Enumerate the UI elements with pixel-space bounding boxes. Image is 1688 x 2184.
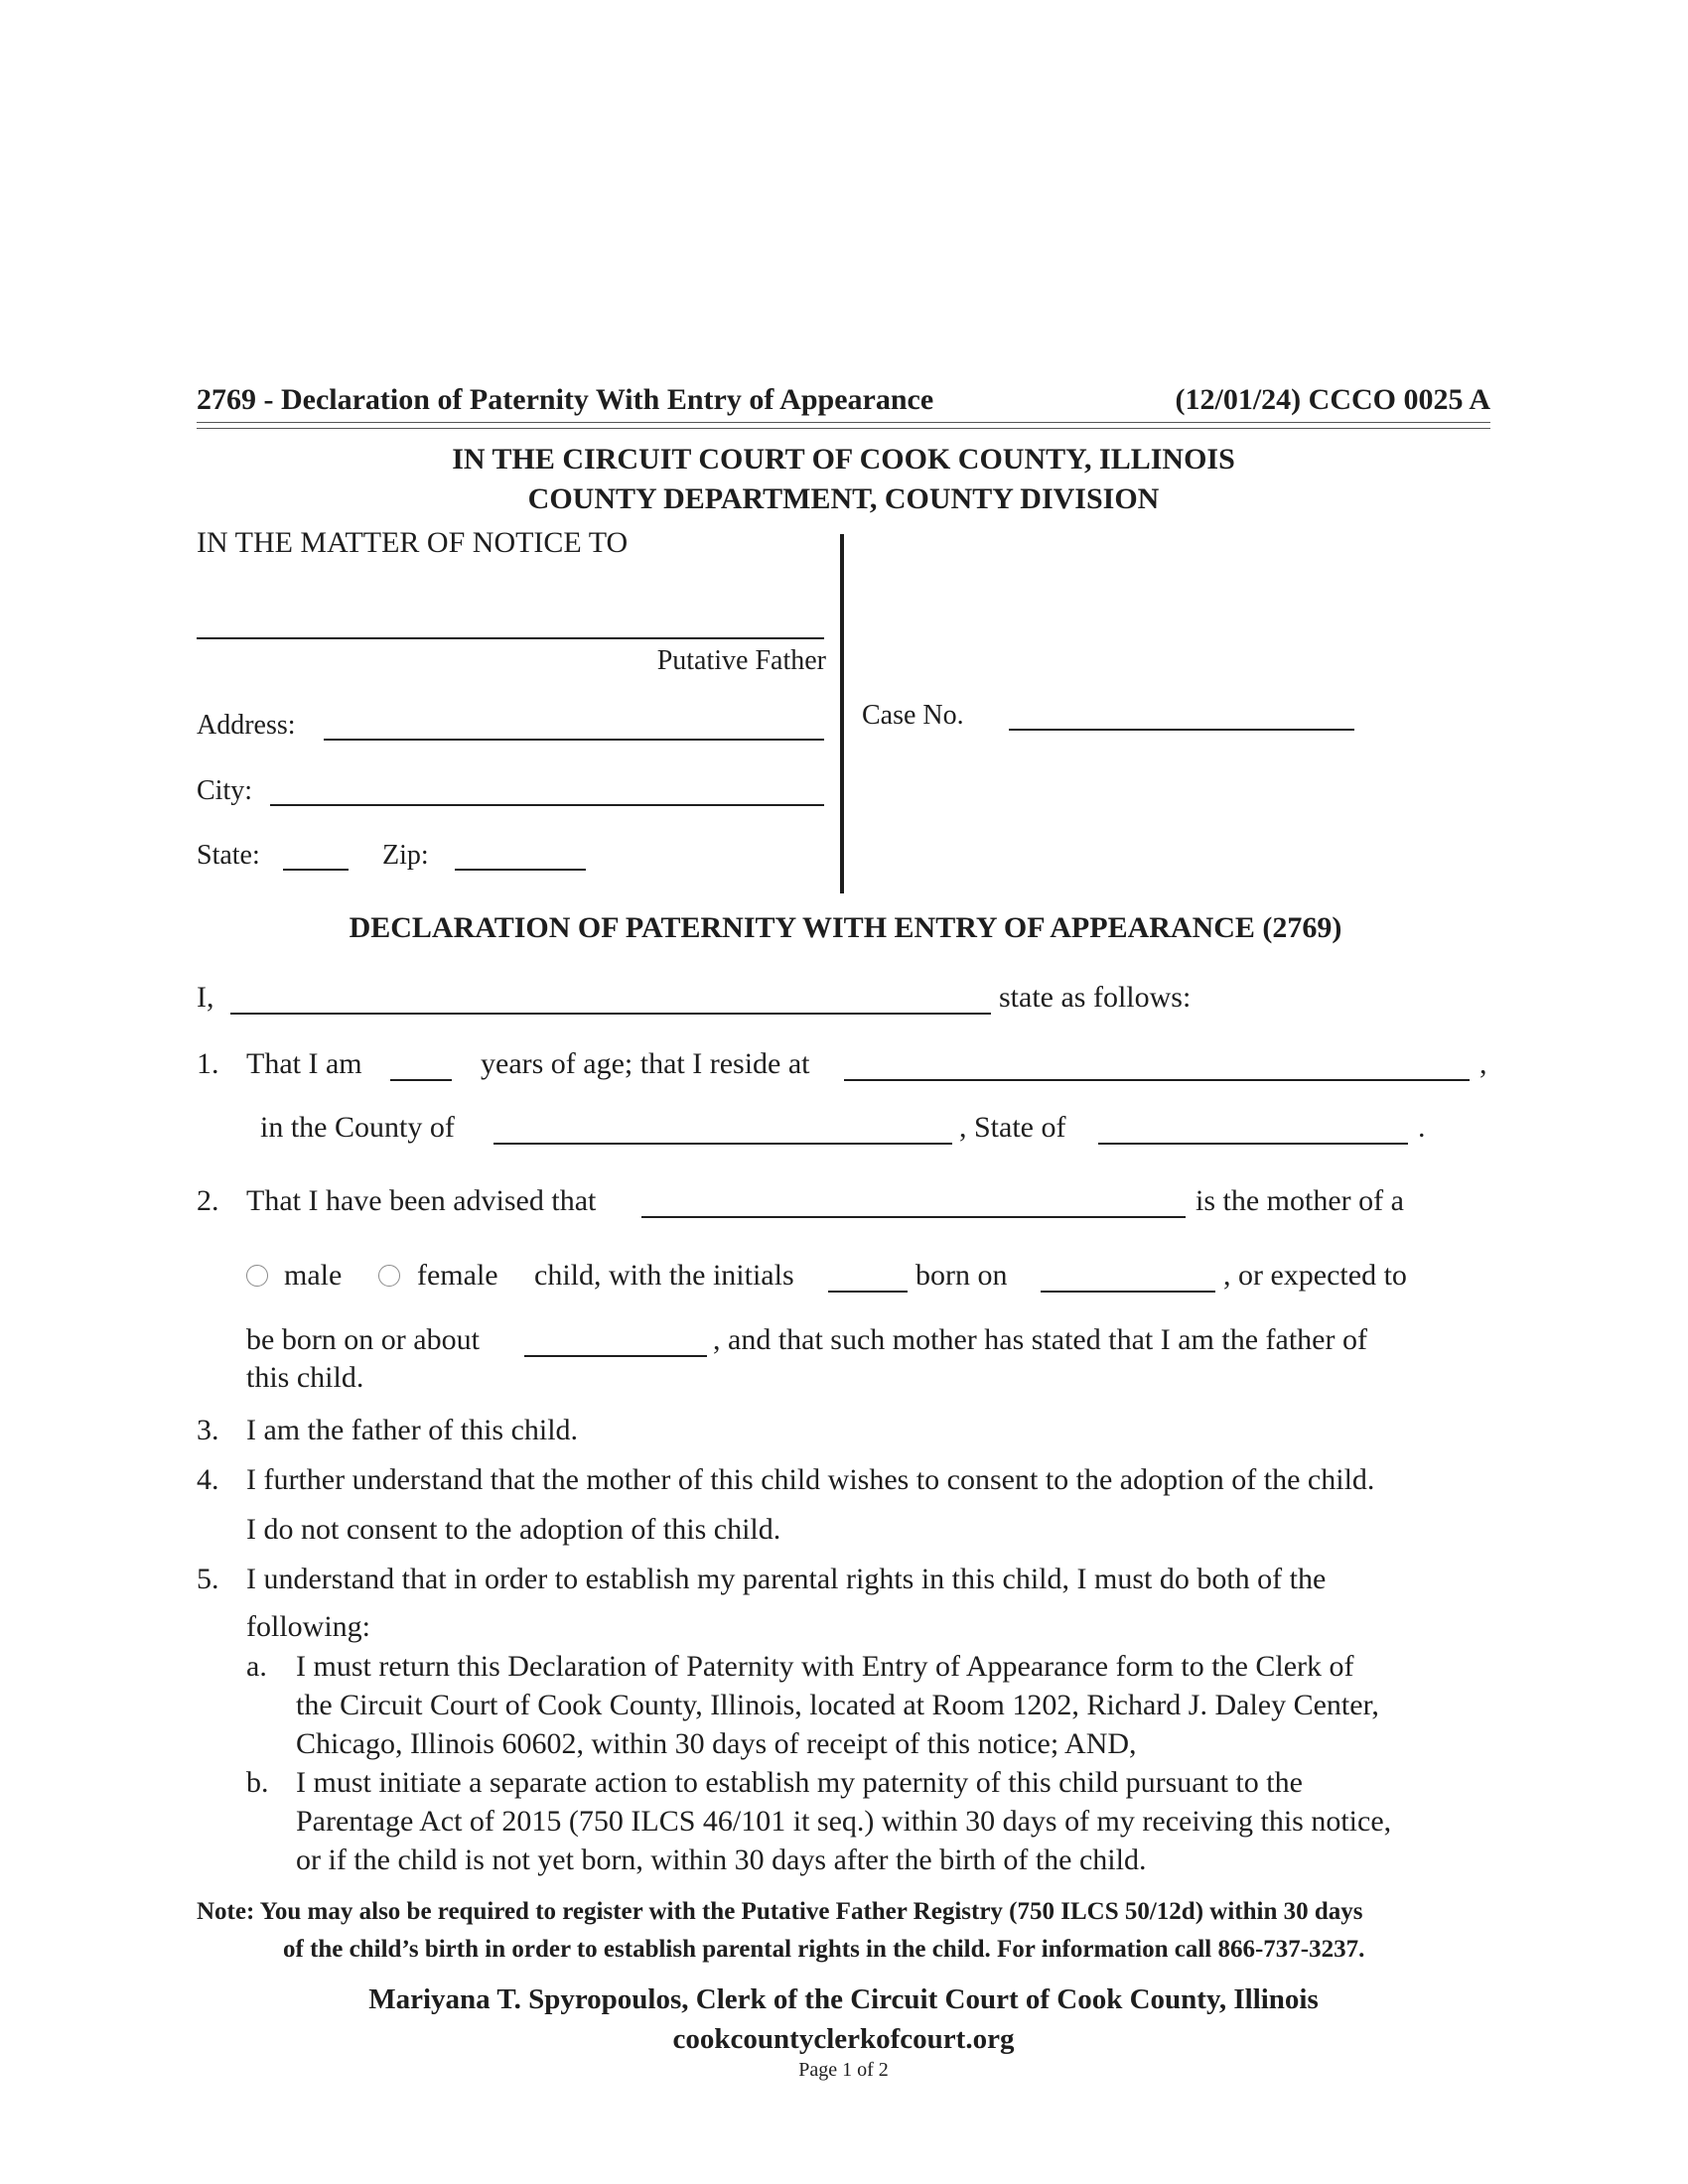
state-of-label: , State of: [959, 1111, 1066, 1144]
born-on-label: born on: [915, 1259, 1008, 1292]
male-radio[interactable]: [246, 1265, 268, 1287]
clerk-website: cookcountyclerkofcourt.org: [672, 2023, 1015, 2055]
initials-label: child, with the initials: [534, 1259, 794, 1292]
expected-label: , or expected to: [1223, 1259, 1407, 1292]
putative-father-label: Putative Father: [656, 645, 826, 676]
item-1-text-a: That I am: [246, 1047, 362, 1080]
item-5-line-1: I understand that in order to establish my parental rights in this child, I must do both of the: [246, 1563, 1327, 1595]
sub-b-line-1: I must initiate a separate action to establish my paternity of this child pursuant to the: [296, 1766, 1303, 1799]
item-4-line-2: I do not consent to the adoption of this child.: [246, 1513, 781, 1546]
initials-field[interactable]: [828, 1247, 908, 1293]
declarant-name-field[interactable]: [230, 969, 991, 1015]
age-field[interactable]: [390, 1035, 452, 1081]
item-1-comma: ,: [1479, 1047, 1487, 1080]
item-2-text-a: That I have been advised that: [246, 1184, 597, 1217]
mother-name-field[interactable]: [641, 1172, 1186, 1218]
item-2-text-b: is the mother of a: [1196, 1184, 1404, 1217]
city-label: City:: [197, 775, 253, 806]
intro-prefix: I,: [197, 981, 214, 1014]
item-1-text-b: years of age; that I reside at: [481, 1047, 810, 1080]
item-4-line-1: I further understand that the mother of this child wishes to consent to the adoption of the child.: [246, 1463, 1375, 1496]
this-child-text: this child.: [246, 1361, 364, 1394]
sub-a-label: a.: [246, 1650, 267, 1683]
mother-stated-text: , and that such mother has stated that I am the father of: [713, 1323, 1367, 1356]
court-line-2: COUNTY DEPARTMENT, COUNTY DIVISION: [527, 482, 1160, 515]
note-line-1: Note: You may also be required to register with the Putative Father Registry (750 ILCS 50/12d) within 30 days: [197, 1898, 1363, 1925]
expected-date-field[interactable]: [524, 1311, 707, 1357]
document-title: DECLARATION OF PATERNITY WITH ENTRY OF APPEARANCE (2769): [349, 911, 1342, 944]
state-of-field[interactable]: [1098, 1099, 1408, 1145]
residence-field[interactable]: [844, 1035, 1470, 1081]
county-field[interactable]: [493, 1099, 952, 1145]
item-1-period: .: [1418, 1111, 1426, 1144]
note-line-2: of the child’s birth in order to establish parental rights in the child. For information call 866-737-3237.: [283, 1936, 1365, 1963]
state-field[interactable]: [283, 825, 349, 871]
intro-suffix: state as follows:: [999, 981, 1192, 1014]
item-1-number: 1.: [197, 1047, 219, 1080]
sub-a-line-2: the Circuit Court of Cook County, Illinois, located at Room 1202, Richard J. Daley Center,: [296, 1689, 1379, 1721]
birth-date-field[interactable]: [1041, 1247, 1215, 1293]
item-4-number: 4.: [197, 1463, 219, 1496]
born-about-label: be born on or about: [246, 1323, 480, 1356]
city-field[interactable]: [270, 760, 824, 806]
sub-a-line-3: Chicago, Illinois 60602, within 30 days of receipt of this notice; AND,: [296, 1727, 1137, 1760]
page-number: Page 1 of 2: [798, 2059, 889, 2081]
address-field[interactable]: [324, 695, 824, 741]
caption-divider: [840, 534, 844, 893]
male-label: male: [284, 1259, 343, 1292]
sub-a-line-1: I must return this Declaration of Paternity with Entry of Appearance form to the Clerk of: [296, 1650, 1354, 1683]
header-rule-top: [197, 422, 1490, 423]
item-5-line-2: following:: [246, 1610, 370, 1643]
zip-label: Zip:: [382, 840, 429, 871]
matter-label: IN THE MATTER OF NOTICE TO: [197, 526, 629, 559]
putative-father-name-field[interactable]: [197, 594, 824, 639]
item-2-number: 2.: [197, 1184, 219, 1217]
item-5-number: 5.: [197, 1563, 219, 1595]
sub-b-line-3: or if the child is not yet born, within 30 days after the birth of the child.: [296, 1843, 1147, 1876]
address-label: Address:: [197, 710, 296, 741]
item-3-number: 3.: [197, 1414, 219, 1446]
zip-field[interactable]: [455, 825, 586, 871]
form-code: (12/01/24) CCCO 0025 A: [1175, 383, 1490, 416]
item-3-text: I am the father of this child.: [246, 1414, 579, 1446]
state-label: State:: [197, 840, 260, 871]
court-line-1: IN THE CIRCUIT COURT OF COOK COUNTY, ILLINOIS: [452, 443, 1235, 476]
female-radio[interactable]: [378, 1265, 400, 1287]
case-no-label: Case No.: [862, 700, 964, 731]
header-rule-bottom: [197, 428, 1490, 429]
sub-b-label: b.: [246, 1766, 269, 1799]
female-label: female: [417, 1259, 498, 1292]
clerk-name: Mariyana T. Spyropoulos, Clerk of the Circuit Court of Cook County, Illinois: [368, 1983, 1319, 2015]
case-no-field[interactable]: [1009, 685, 1354, 731]
sub-b-line-2: Parentage Act of 2015 (750 ILCS 46/101 it seq.) within 30 days of my receiving this notice,: [296, 1805, 1392, 1838]
form-title: 2769 - Declaration of Paternity With Entry of Appearance: [197, 383, 934, 416]
county-label: in the County of: [260, 1111, 455, 1144]
